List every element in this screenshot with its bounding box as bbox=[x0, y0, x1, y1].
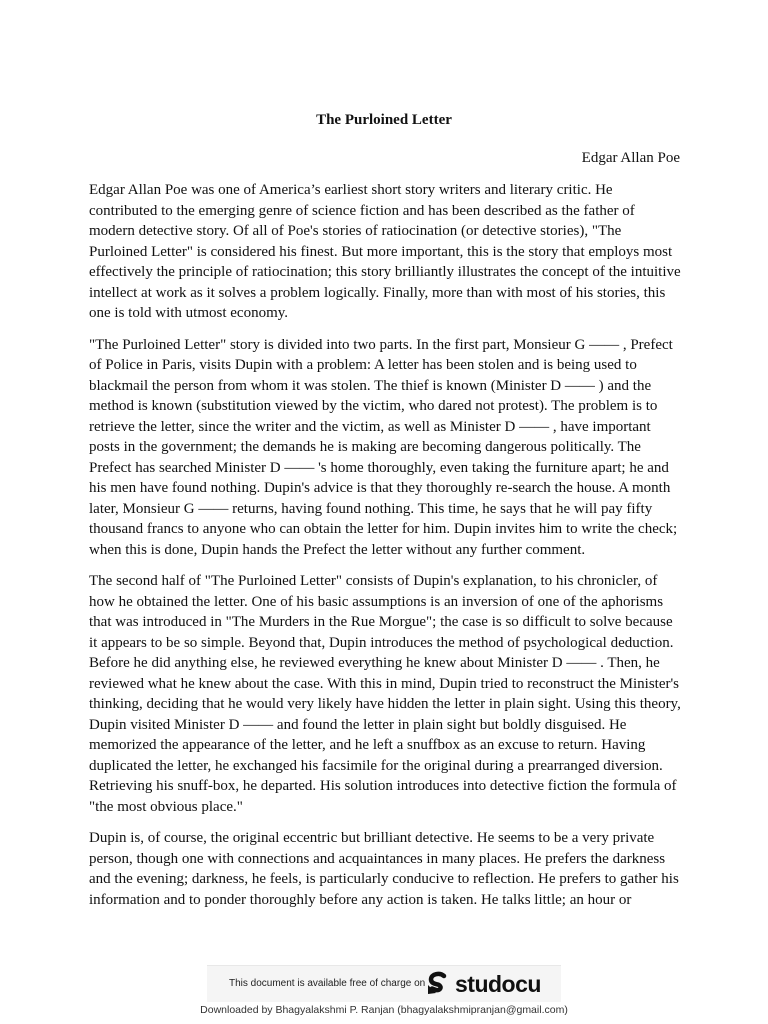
body-paragraph-2: "The Purloined Letter" story is divided into two parts. In the first part, Monsieur G —— , Prefect of Police in Paris, visits Dupin with a problem: A letter has been stolen and is being used to blackmail the person from whom it was stolen. The thief is known (Minister D —— ) and the method is known (substitution viewed by the victim, who dared not protest). The problem is to retrieve the letter, since the writer and the victim, as well as Minister D —— , have important posts in the government; the demands he is making are becoming dangerous politically. The Prefect has searched Minister D —— 's home thoroughly, even taking the furniture apart; he and his men have found nothing. Dupin's advice is that they thoroughly re-search the house. A month later, Monsieur G —— returns, having found nothing. This time, he says that he will pay fifty thousand francs to anyone who can obtain the letter for him. Dupin invites him to write the check; when this is done, Dupin hands the Prefect the letter without any further comment. bbox=[89, 336, 678, 558]
body-paragraph-4: Dupin is, of course, the original eccentric but brilliant detective. He seems to be a very private person, though one with connections and acquaintances in many places. He prefers the darkness and the evening; darkness, he feels, is particularly conducive to reflection. He prefers to gather his information and to ponder thoroughly before any action is taken. He talks little; an hour or bbox=[89, 830, 679, 908]
document-title: The Purloined Letter bbox=[316, 112, 452, 128]
studocu-wordmark: studocu bbox=[455, 971, 541, 997]
studocu-footer-banner[interactable] bbox=[207, 965, 561, 1002]
document-body bbox=[89, 180, 681, 921]
body-paragraph-1: Edgar Allan Poe was one of America’s earliest short story writers and literary critic. He contributed to the emerging genre of science fiction and has been described as the father of modern detective story. Of all of Poe's stories of ratiocination (or detective stories), "The Purloined Letter" is considered his finest. But more important, this is the story that employs most effectively the principle of ratiocination; this story brilliantly illustrates the concept of the intuitive intellect at work as it solves a problem logically. Finally, more than with most of his stories, this one is told with utmost economy. bbox=[89, 182, 681, 321]
body-paragraph-3: The second half of "The Purloined Letter" consists of Dupin's explanation, to his chronicler, of how he obtained the letter. One of his basic assumptions is an inversion of one of the aphorisms that was introduced in "The Murders in the Rue Morgue"; the case is so difficult to solve because it appears to be so simple. Beyond that, Dupin introduces the method of psychological deduction. Before he did anything else, he reviewed everything he knew about Minister D —— . Then, he reviewed what he knew about the case. With this in mind, Dupin tried to reconstruct the Minister's thinking, deciding that he would very likely have hidden the letter in plain sight. Using this theory, Dupin visited Minister D —— and found the letter in plain sight but boldly disguised. He memorized the appearance of the letter, and he left a snuffbox as an excuse to return. Having duplicated the letter, he exchanged his facsimile for the original during a prearranged diversion. Retrieving his snuff-box, he departed. His solution introduces into detective fiction the formula of "the most obvious place." bbox=[89, 573, 681, 815]
downloaded-by-line: Downloaded by Bhagyalakshmi P. Ranjan (bhagyalakshmipranjan@gmail.com) bbox=[200, 1004, 568, 1016]
availability-note: This document is available free of charge on bbox=[229, 978, 426, 989]
document-author: Edgar Allan Poe bbox=[581, 150, 680, 166]
studocu-brand[interactable] bbox=[425, 970, 541, 998]
studocu-logo-icon bbox=[425, 971, 451, 997]
